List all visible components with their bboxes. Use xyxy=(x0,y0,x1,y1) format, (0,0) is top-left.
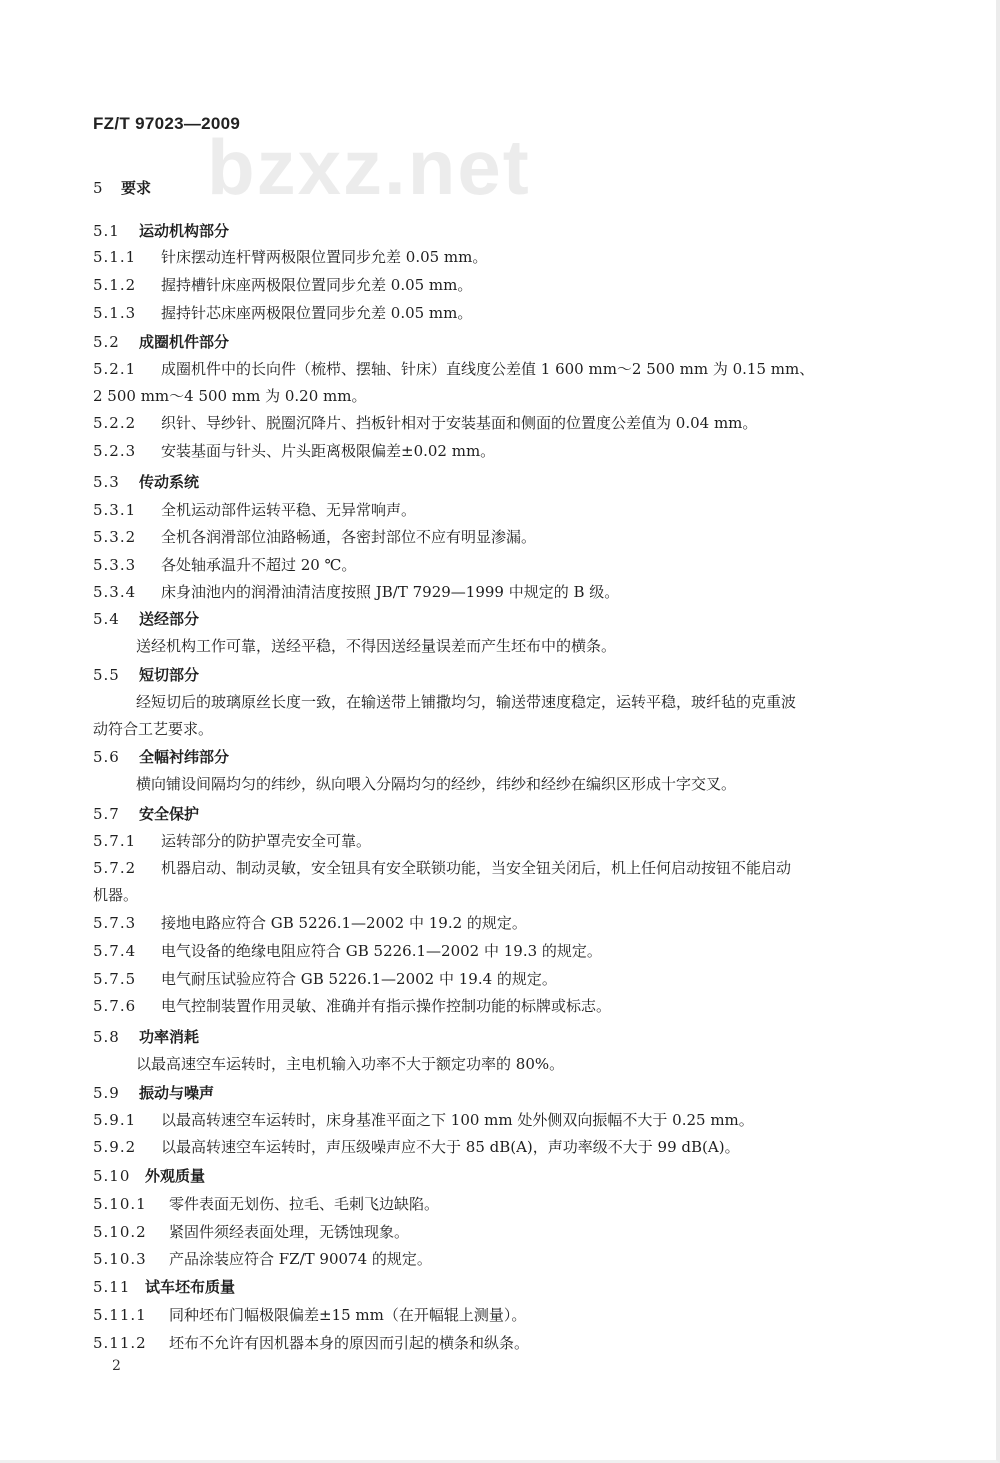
clause-number: 5.11 xyxy=(93,1278,131,1296)
clause-continuation xyxy=(136,633,956,659)
section-heading: 试车坯布质量 xyxy=(145,1278,236,1296)
clause-number: 5.10 xyxy=(93,1167,131,1185)
clause-text: 全机各润滑部位油路畅通，各密封部位不应有明显渗漏。 xyxy=(161,528,537,546)
section-heading: 要求 xyxy=(121,179,152,197)
clause-text: 成圈机件中的长向件（梳栉、摆轴、针床）直线度公差值 1 600 mm～2 500 mm 为 0.15 mm、 xyxy=(161,360,815,378)
clause-number: 5.3.1 xyxy=(93,501,137,519)
clause-number: 5.7.5 xyxy=(93,970,137,988)
clause-5-2 xyxy=(93,329,913,355)
clause-text: 接地电路应符合 GB 5226.1—2002 中 19.2 的规定。 xyxy=(161,914,527,932)
section-heading: 运动机构部分 xyxy=(139,222,230,240)
section-heading: 短切部分 xyxy=(139,666,200,684)
clause-text: 电气控制装置作用灵敏、准确并有指示操作控制功能的标牌或标志。 xyxy=(161,997,612,1015)
clause-5-1-3 xyxy=(93,300,913,326)
section-heading: 功率消耗 xyxy=(139,1028,200,1046)
clause-5-3-3 xyxy=(93,552,913,578)
clause-text: 以最高速空车运转时，主电机输入功率不大于额定功率的 80%。 xyxy=(136,1055,565,1073)
clause-text: 各处轴承温升不超过 20 ℃。 xyxy=(161,556,357,574)
clause-number: 5.5 xyxy=(93,666,120,684)
clause-number: 5.3 xyxy=(93,473,120,491)
clause-number: 5.1.1 xyxy=(93,248,137,266)
page-number: 2 xyxy=(112,1358,121,1374)
clause-5-7 xyxy=(93,801,913,827)
clause-5-7-5 xyxy=(93,966,913,992)
section-heading: 全幅衬纬部分 xyxy=(139,748,230,766)
clause-number: 5.7.1 xyxy=(93,832,137,850)
clause-5-4 xyxy=(93,606,913,632)
clause-5-10-3 xyxy=(93,1246,913,1272)
clause-number: 5.1.3 xyxy=(93,304,137,322)
clause-5-2-3 xyxy=(93,438,913,464)
clause-number: 5.2.3 xyxy=(93,442,137,460)
clause-5-1-2 xyxy=(93,272,913,298)
clause-5-10-2 xyxy=(93,1219,913,1245)
clause-text: 送经机构工作可靠，送经平稳，不得因送经量误差而产生坯布中的横条。 xyxy=(136,637,617,655)
clause-5 xyxy=(93,175,913,201)
clause-text: 横向铺设间隔均匀的纬纱，纵向喂入分隔均匀的经纱，纬纱和经纱在编织区形成十字交叉。 xyxy=(136,775,737,793)
clause-text: 以最高转速空车运转时，床身基准平面之下 100 mm 处外侧双向振幅不大于 0.25 mm。 xyxy=(161,1111,754,1129)
clause-number: 5.9.1 xyxy=(93,1111,137,1129)
clause-5-1 xyxy=(93,218,913,244)
section-heading: 外观质量 xyxy=(145,1167,206,1185)
clause-continuation xyxy=(136,771,956,797)
clause-text: 运转部分的防护罩壳安全可靠。 xyxy=(161,832,372,850)
standard-code: FZ/T 97023—2009 xyxy=(93,114,241,133)
clause-number: 5.10.1 xyxy=(93,1195,147,1213)
clause-text: 零件表面无划伤、拉毛、毛刺飞边缺陷。 xyxy=(169,1195,440,1213)
clause-text: 紧固件须经表面处理，无锈蚀现象。 xyxy=(169,1223,410,1241)
clause-number: 5 xyxy=(93,179,104,197)
clause-5-3 xyxy=(93,469,913,495)
clause-text: 握持针芯床座两极限位置同步允差 0.05 mm。 xyxy=(161,304,473,322)
section-heading: 传动系统 xyxy=(139,473,200,491)
clause-number: 5.8 xyxy=(93,1028,120,1046)
clause-text: 以最高转速空车运转时，声压级噪声应不大于 85 dB(A)，声功率级不大于 99 dB(A)。 xyxy=(161,1138,740,1156)
clause-5-10 xyxy=(93,1163,913,1189)
clause-text: 床身油池内的润滑油清洁度按照 JB/T 7929—1999 中规定的 B 级。 xyxy=(161,583,620,601)
section-heading: 成圈机件部分 xyxy=(139,333,230,351)
clause-continuation xyxy=(93,716,913,742)
clause-number: 5.2.1 xyxy=(93,360,137,378)
clause-number: 5.7 xyxy=(93,805,120,823)
clause-continuation xyxy=(93,383,913,409)
clause-number: 5.10.3 xyxy=(93,1250,147,1268)
section-heading: 送经部分 xyxy=(139,610,200,628)
clause-number: 5.11.2 xyxy=(93,1334,147,1352)
clause-5-7-6 xyxy=(93,993,913,1019)
clause-5-3-2 xyxy=(93,524,913,550)
clause-text: 安装基面与针头、片头距离极限偏差±0.02 mm。 xyxy=(161,442,496,460)
clause-5-6 xyxy=(93,744,913,770)
clause-5-2-2 xyxy=(93,410,913,436)
clause-continuation xyxy=(93,882,913,908)
clause-5-10-1 xyxy=(93,1191,913,1217)
clause-number: 5.7.3 xyxy=(93,914,137,932)
clause-number: 5.9 xyxy=(93,1084,120,1102)
clause-text: 2 500 mm～4 500 mm 为 0.20 mm。 xyxy=(93,387,367,405)
clause-text: 经短切后的玻璃原丝长度一致，在输送带上铺撒均匀，输送带速度稳定，运转平稳，玻纤毡的克重波 xyxy=(136,693,797,711)
clause-continuation xyxy=(136,689,956,715)
clause-number: 5.2.2 xyxy=(93,414,137,432)
clause-5-11-2 xyxy=(93,1330,913,1356)
clause-5-1-1 xyxy=(93,244,913,270)
clause-number: 5.3.4 xyxy=(93,583,137,601)
clause-text: 织针、导纱针、脱圈沉降片、挡板针相对于安装基面和侧面的位置度公差值为 0.04 mm。 xyxy=(161,414,758,432)
clause-text: 电气设备的绝缘电阻应符合 GB 5226.1—2002 中 19.3 的规定。 xyxy=(161,942,602,960)
clause-number: 5.7.6 xyxy=(93,997,137,1015)
clause-number: 5.6 xyxy=(93,748,120,766)
clause-5-11-1 xyxy=(93,1302,913,1328)
clause-text: 机器。 xyxy=(93,886,139,904)
clause-5-7-2 xyxy=(93,855,913,881)
clause-text: 电气耐压试验应符合 GB 5226.1—2002 中 19.4 的规定。 xyxy=(161,970,557,988)
clause-number: 5.7.2 xyxy=(93,859,137,877)
clause-5-7-1 xyxy=(93,828,913,854)
clause-number: 5.1 xyxy=(93,222,120,240)
clause-text: 动符合工艺要求。 xyxy=(93,720,214,738)
section-heading: 振动与噪声 xyxy=(139,1084,215,1102)
clause-5-3-4 xyxy=(93,579,913,605)
clause-text: 握持槽针床座两极限位置同步允差 0.05 mm。 xyxy=(161,276,473,294)
clause-text: 全机运动部件运转平稳、无异常响声。 xyxy=(161,501,417,519)
clause-text: 机器启动、制动灵敏，安全钮具有安全联锁功能，当安全钮关闭后，机上任何启动按钮不能启动 xyxy=(161,859,792,877)
clause-5-9-1 xyxy=(93,1107,913,1133)
clause-number: 5.9.2 xyxy=(93,1138,137,1156)
clause-5-2-1 xyxy=(93,356,913,382)
clause-number: 5.4 xyxy=(93,610,120,628)
clause-number: 5.3.3 xyxy=(93,556,137,574)
clause-5-11 xyxy=(93,1274,913,1300)
clause-number: 5.10.2 xyxy=(93,1223,147,1241)
clause-text: 针床摆动连杆臂两极限位置同步允差 0.05 mm。 xyxy=(161,248,488,266)
clause-5-7-4 xyxy=(93,938,913,964)
clause-continuation xyxy=(136,1051,956,1077)
clause-5-3-1 xyxy=(93,497,913,523)
clause-number: 5.11.1 xyxy=(93,1306,147,1324)
section-heading: 安全保护 xyxy=(139,805,200,823)
clause-number: 5.7.4 xyxy=(93,942,137,960)
clause-number: 5.3.2 xyxy=(93,528,137,546)
clause-text: 坯布不允许有因机器本身的原因而引起的横条和纵条。 xyxy=(169,1334,530,1352)
clause-5-5 xyxy=(93,662,913,688)
clause-text: 同种坯布门幅极限偏差±15 mm（在开幅辊上测量）。 xyxy=(169,1306,527,1324)
clause-5-9 xyxy=(93,1080,913,1106)
clause-5-8 xyxy=(93,1024,913,1050)
clause-text: 产品涂装应符合 FZ/T 90074 的规定。 xyxy=(169,1250,432,1268)
watermark: bzxz.net xyxy=(207,123,531,211)
clause-number: 5.2 xyxy=(93,333,120,351)
clause-number: 5.1.2 xyxy=(93,276,137,294)
clause-5-9-2 xyxy=(93,1134,913,1160)
clause-5-7-3 xyxy=(93,910,913,936)
